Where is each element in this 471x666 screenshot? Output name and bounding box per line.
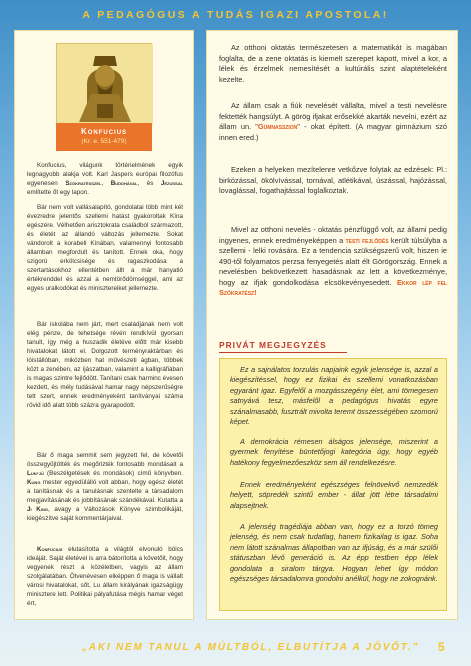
private-note-title: PRIVÁT MEGJEGYZÉS <box>219 340 327 350</box>
private-note-paragraph-3: Ennek eredményeként egészséges felnövekvő nemzedék helyett, söpredék szintű ember - állat jött létre társadalmi alapsejtnek. <box>230 480 438 510</box>
portrait-name: Konfucius <box>80 127 128 136</box>
header-title: A PEDAGÓGUS A TUDÁS IGAZI APOSTOLA! <box>82 9 389 21</box>
right-paragraph-3: Ezeken a helyeken mezítelenre vetkőzve folytak az edzések: Pl.: birkózással, ökölvívással, tornával, atlétikával, úszással, hajózással, lovaglással, fogathajtással foglalkoztak. <box>219 165 447 195</box>
left-paragraph-2: Bár nem volt vallásalapító, gondolatai több mint két évezredre jelentős szellemi hatást gyakoroltak Kína egészére. Vélhetően arisztokrata családból származott, és életét az állandó változás jellemezte. Sokat vándorolt a korabeli Kínában, valamennyi fontosabb államban megfordult és tanított. Ennek oka, hogy szigorú erkölcsisége és ragaszkodása a szertartásokhoz ellentétben állt a már hanyatló értékrenddel és azzal a nemtörődömséggel, ami az egyes uralkodókat és minisztereiket jellemezte. <box>27 204 183 292</box>
right-paragraph-2: Az állam csak a fiúk nevelését vállalta, mivel a testi nevelésre fektették hangsúlyt. A görög ifjakat erősekké akarták nevelni, ezért az állam un. "Gümnasszion" - okat épített. (A magyar gimnázium szó innen ered.) <box>219 101 447 142</box>
portrait-caption <box>56 123 152 151</box>
left-paragraph-5: Konfucius elutasította a világtól elvonuló bölcs ideáját. Saját életével is arra bátorította a követőit, hogy vegyenek részt a közéletben, vagyis az állam szolgálatában. Ötvenévesen elképpen ő maga is vállalt városi hivatalokat, sőt, Lu állam királyának igazságügy minisztere lett. Politikai pályafutása mégis hamar véget ért, <box>27 546 183 607</box>
right-column <box>206 30 458 620</box>
page-number: 5 <box>438 640 445 654</box>
page-footer <box>0 634 471 666</box>
private-note-paragraph-1: Ez a sajnálatos torzulás napjaink egyik jelensége is, azzal a kiegészítéssel, hogy ez fizikai és szellemi vonatkozásban egyaránt igaz. Egyfelől a mozgásszegény élet, ami tömegesen satnyává tesz, másfelől a pedagógus hivatás egyre szánalmasabb, fusztrált mivolta teremt összességében szomorú képet. <box>230 365 438 427</box>
left-paragraph-1: Konfucius, világunk történelmének egyik legnagyobb alakja volt. Karl Jaspers európai filozófus egyenesen Szókratésszel, Buddhával, és Jézussal említette őt egy lapon. <box>27 162 184 196</box>
private-note-divider <box>219 352 347 353</box>
confucius-statue-icon <box>57 44 153 124</box>
portrait-dates: (Kr. e. 551-479) <box>81 138 127 145</box>
footer-motto: „AKI NEM TANUL A MÚLTBÓL, ELBUTÍTJA A JÖVŐT.” <box>82 642 420 653</box>
left-column <box>14 30 194 620</box>
right-paragraph-4: Mivel az otthoni nevelés - oktatás pénzfüggő volt, az állami pedig ingyenes, ennek eredményeképpen a testi fejlődés került túlsúlyba a szellemi - lelki rovására. Ez a tendencia szükségszerű volt, hiszen ie 490-től folyamatos perzsa fenyegetés alatt élt Görögország. Ennek a nevelésben bekövetkezett hasadásnak az lett a következménye, hogy az ifjak gondolkodása elcsökevényesedett. Ekkor lép fel Szókratész! <box>219 225 447 297</box>
private-note-box <box>219 358 447 611</box>
left-paragraph-3: Bár iskolába nem járt, mert családjának nem volt elég pénze, de tehetsége révén rendkívül gyorsan tanult, így még a huszadik életéve előtt már kisebb hivatalokat látott el. Dolgozott terményraktárban és lóistállóban, miközben hat művészeti ágban, többek közt a zenében, az íjászatban, valamint a kalligráfiában is magas szintre fejlődött. Tanítani csak harminc évesen kezdett, és mély tudásával hamar nagy népszerűségre tett szert, ennek eredményeként tanítványai száma rövid idő alatt több százra gyarapodott. <box>27 321 183 409</box>
private-note-paragraph-2: A demokrácia rémesen álságos jelensége, miszerint a gyermek fenyítése büntetőjogi kategória úgy, hogy egyéb hatékony fegyelmezőeszköz sem áll rendelkezésre. <box>230 437 438 467</box>
page-header <box>0 0 471 30</box>
private-note-paragraph-4: A jelenség tragédiája abban van, hogy ez a torzó tömeg jelenség, és nem csak tudatlag, hanem fizikailag is igaz. Soha nem látott szánalmas állapotban van az ifjúság, és a már szülői státuszban lévő generáció is. Az épp testben épp lélek gondolata a siralom tárgya. Hogyan lehet így módon egészséges társadalomra gondolni anélkül, hogy ne zokognánk. <box>230 522 438 584</box>
left-paragraph-4: Bár ő maga semmit sem jegyzett fel, de követői összegyűjtötték és megőrizték fontosabb mondásait a Lun-jü (Beszélgetések és mondások) című könyvben. Kung mester egyedülálló volt abban, hogy egész életét a tanításnak és a tanulásnak szentelte a társadalom megjavításának és jobbításának szándékával. Kutatta a Ji King, avagy a Változások Könyve szimbolikáját, kiegészítve saját kommentárjaival. <box>27 452 183 522</box>
right-paragraph-1: Az otthoni oktatás természetesen a matematikát is magában foglalta, de a zene oktatás is kiemelt szerepet kapott, mivel a kor, a lélek és érzelmek nemesítését a kultúrális szint alaptételeként kezelte. <box>219 43 447 84</box>
